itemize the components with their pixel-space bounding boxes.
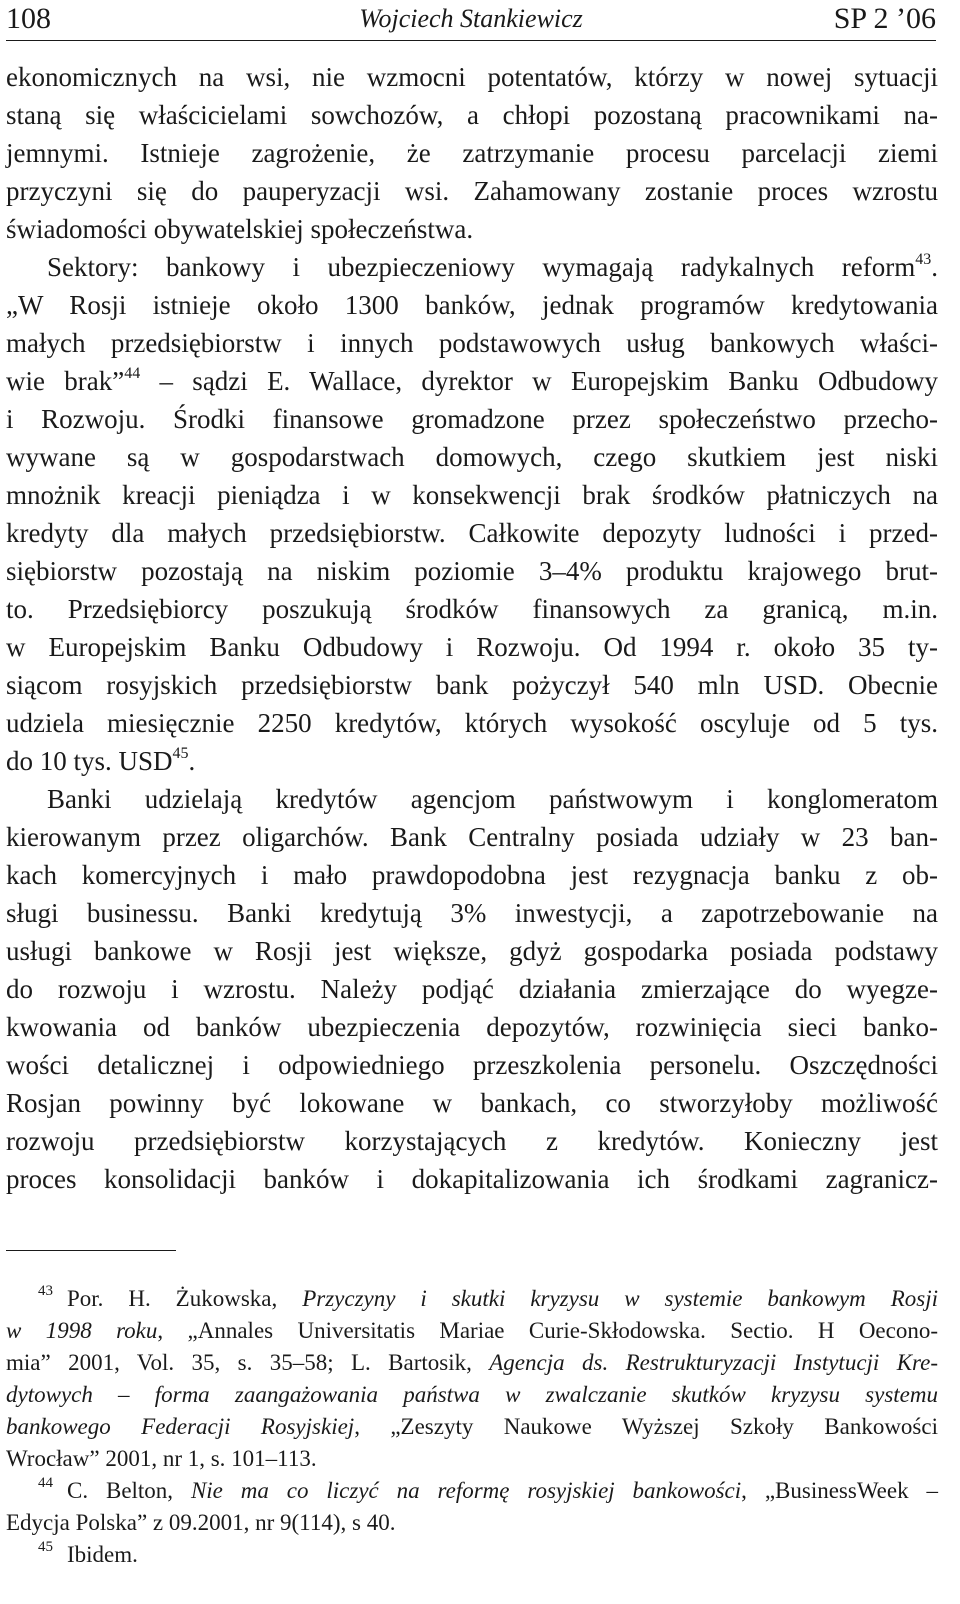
text-line xyxy=(6,742,938,780)
text-line: usługi bankowe w Rosji jest większe, gdyż gospodarka posiada podstawy xyxy=(6,936,938,966)
text-run: , „Zeszyty Naukowe Wyższej Szkoły Bankowości xyxy=(354,1414,938,1439)
text-line: i Rozwoju. Środki finansowe gromadzone przez społeczeństwo przecho- xyxy=(6,404,938,434)
text-line: do rozwoju i wzrostu. Należy podjąć działania zmierzające do wyegze- xyxy=(6,974,938,1004)
text-line: kach komercyjnych i mało prawdopodobna jest rezygnacja banku z ob- xyxy=(6,860,938,890)
footnote-45 xyxy=(6,1539,938,1571)
text-line: małych przedsiębiorstw i innych podstawowych usług bankowych właści- xyxy=(6,328,938,358)
cited-title: Przyczyny i skutki kryzysu w systemie bankowym Rosji xyxy=(302,1286,938,1311)
text-run: , „BusinessWeek – xyxy=(741,1478,938,1503)
text-line: to. Przedsiębiorcy poszukują środków finansowych za granicą, m.in. xyxy=(6,594,938,624)
text-line: mnożnik kreacji pieniądza i w konsekwencji brak środków płatniczych na xyxy=(6,480,938,510)
footnote-line: Wrocław” 2001, nr 1, s. 101–113. xyxy=(6,1446,317,1471)
text-line: Rosjan powinny być lokowane w bankach, co stworzyłoby możliwość xyxy=(6,1088,938,1118)
footnotes xyxy=(6,1283,938,1571)
text-line: świadomości obywatelskiej społeczeństwa. xyxy=(6,214,474,244)
footnote-line xyxy=(6,1411,938,1443)
text-line: wywane są w gospodarstwach domowych, czego skutkiem jest niski xyxy=(6,442,938,472)
text-line: w Europejskim Banku Odbudowy i Rozwoju. Od 1994 r. około 35 ty- xyxy=(6,632,938,662)
footnote-number: 45 xyxy=(38,1539,53,1555)
text-line: rozwoju przedsiębiorstw korzystających z kredytów. Konieczny jest xyxy=(6,1126,938,1156)
footnote-ref-43[interactable]: 43 xyxy=(915,251,932,268)
journal-issue: SP 2 ’06 xyxy=(833,2,936,35)
text-line: ekonomicznych na wsi, nie wzmocni potentatów, którzy w nowej sytuacji xyxy=(6,62,938,92)
cited-title: w 1998 roku xyxy=(6,1318,158,1343)
footnote-line: Edycja Polska” z 09.2001, nr 9(114), s 40. xyxy=(6,1510,396,1535)
text-run: do 10 tys. USD xyxy=(6,746,173,776)
text-run: C. Belton, xyxy=(67,1478,191,1503)
text-run: . xyxy=(931,252,938,282)
text-line: kredyty dla małych przedsiębiorstw. Całkowite depozyty ludności i przed- xyxy=(6,518,938,548)
text-run: Ibidem. xyxy=(67,1542,138,1567)
text-run: , „Annales Universitatis Mariae Curie-Skłodowska. Sectio. H Oecono- xyxy=(157,1318,939,1343)
text-line xyxy=(6,362,938,400)
text-line: udziela miesięcznie 2250 kredytów, których wysokość oscyluje od 5 tys. xyxy=(6,708,938,738)
text-line: sługi businessu. Banki kredytują 3% inwestycji, a zapotrzebowanie na xyxy=(6,898,938,928)
footnote-ref-44[interactable]: 44 xyxy=(124,365,141,382)
running-author: Wojciech Stankiewicz xyxy=(359,4,583,33)
header-rule xyxy=(6,40,936,41)
text-run: – sądzi E. Wallace, dyrektor w Europejskim Banku Odbudowy xyxy=(140,366,938,396)
footnote-separator xyxy=(6,1250,176,1251)
text-line: siębiorstw pozostają na niskim poziomie 3–4% produktu krajowego brut- xyxy=(6,556,938,586)
running-header xyxy=(6,0,936,40)
footnote-line xyxy=(6,1347,938,1379)
text-run: Sektory: bankowy i ubezpieczeniowy wymagają radykalnych reform xyxy=(47,252,916,282)
text-run: mia” 2001, Vol. 35, s. 35–58; L. Bartosik, xyxy=(6,1350,490,1375)
footnote-number: 43 xyxy=(38,1283,53,1299)
text-run: . xyxy=(188,746,196,776)
footnote-number: 44 xyxy=(38,1475,53,1491)
text-line: Banki udzielają kredytów agencjom państwowym i konglomeratom xyxy=(47,784,938,814)
text-line: przyczyni się do pauperyzacji wsi. Zahamowany zostanie proces wzrostu xyxy=(6,176,938,206)
page-number: 108 xyxy=(6,2,51,35)
text-line: proces konsolidacji banków i dokapitalizowania ich środkami zagranicz- xyxy=(6,1164,938,1194)
text-run: wie brak” xyxy=(6,366,125,396)
footnote-line xyxy=(6,1379,938,1411)
footnote-43 xyxy=(6,1283,938,1315)
text-line: wości detalicznej i odpowiedniego przeszkolenia personelu. Oszczędności xyxy=(6,1050,938,1080)
text-line: jemnymi. Istnieje zagrożenie, że zatrzymanie procesu parcelacji ziemi xyxy=(6,138,938,168)
footnote-line xyxy=(6,1315,938,1347)
cited-title: dytowych – forma zaangażowania państwa w zwalczanie skutków kryzysu systemu xyxy=(6,1382,938,1407)
main-text xyxy=(6,58,938,1198)
cited-title: Nie ma co liczyć na reformę rosyjskiej bankowości xyxy=(190,1478,742,1503)
text-line: siącom rosyjskich przedsiębiorstw bank pożyczył 540 mln USD. Obecnie xyxy=(6,670,938,700)
footnote-44 xyxy=(6,1475,938,1507)
text-line xyxy=(6,248,938,286)
footnote-ref-45[interactable]: 45 xyxy=(172,745,189,762)
cited-title: Agencja ds. Restrukturyzacji Instytucji Kre- xyxy=(489,1350,938,1375)
text-line: kierowanym przez oligarchów. Bank Centralny posiada udziały w 23 ban- xyxy=(6,822,938,852)
text-run: Por. H. Żukowska, xyxy=(67,1286,303,1311)
text-line: staną się właścicielami sowchozów, a chłopi pozostaną pracownikami na- xyxy=(6,100,938,130)
text-line: „W Rosji istnieje około 1300 banków, jednak programów kredytowania xyxy=(6,290,938,320)
cited-title: bankowego Federacji Rosyjskiej xyxy=(6,1414,355,1439)
text-line: kwowania od banków ubezpieczenia depozytów, rozwinięcia sieci banko- xyxy=(6,1012,938,1042)
